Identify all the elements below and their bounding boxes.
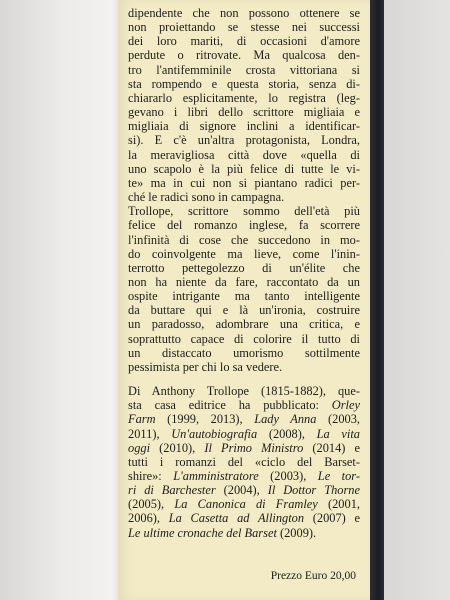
flap-text	[128, 6, 360, 540]
paragraph-2	[128, 204, 360, 374]
text-line: felice del romanzo inglese, fa scorrere	[128, 218, 360, 233]
text-segment: shire»:	[128, 469, 174, 483]
book-title: Lady Anna	[254, 412, 317, 427]
text-segment: (2010),	[150, 440, 205, 455]
text-line	[128, 526, 360, 540]
text-line: terrotto pettegolezzo di un'élite che	[128, 260, 360, 275]
text-line	[128, 511, 360, 525]
text-line	[128, 384, 360, 398]
left-page	[0, 0, 118, 600]
text-line: perdute o ritrovate. Ma qualcosa den-	[128, 48, 360, 63]
paragraph-1	[128, 6, 360, 204]
text-line: si). E c'è un'altra protagonista, Londra,	[128, 133, 360, 148]
text-line: chiararlo esplicitamente, lo registra (leg-	[128, 90, 360, 105]
paragraph-gap	[128, 374, 360, 384]
text-segment: tutti i romanzi del «ciclo del Barset-	[128, 454, 360, 469]
book-title: La Casetta ad Allington	[168, 511, 305, 526]
text-line	[128, 497, 360, 511]
text-segment: (2007) e	[304, 511, 360, 526]
text-segment: (2003,	[316, 412, 360, 427]
book-title: Le ultime cronache del Barset	[128, 525, 277, 540]
text-line: non ha niente da fare, raccontato da un	[128, 274, 360, 289]
text-line: tro l'antifemminile crosta vittoriana si	[128, 62, 360, 77]
text-line: Trollope, scrittore sommo dell'età più	[128, 204, 360, 219]
text-line: gevano i libri dello scrittore migliaia e	[128, 105, 360, 120]
text-segment: 2006),	[128, 511, 169, 526]
text-segment: (2004),	[215, 483, 268, 498]
text-line: la meravigliosa città dove «quella di	[128, 147, 360, 162]
text-segment: (2005),	[128, 497, 175, 512]
book-title: Orley	[331, 398, 360, 413]
price-label: Prezzo Euro 20,00	[270, 570, 356, 582]
text-line: migliaia di signore inclini a identificar-	[128, 119, 360, 134]
paragraph-3	[128, 384, 360, 540]
book-title: Farm	[128, 412, 156, 427]
text-segment: sta casa editrice ha pubblicato:	[128, 398, 332, 413]
text-segment: 2011),	[128, 426, 172, 441]
text-line: da buttare qui e là un'ironia, costruire	[128, 303, 360, 318]
book-title: Le tor-	[317, 469, 361, 483]
text-line	[128, 398, 360, 412]
text-line: sta rompendo e questa storia, senza di-	[128, 76, 360, 91]
text-segment: Di Anthony Trollope (1815-1882), que-	[128, 384, 360, 399]
text-line: dei loro mariti, di occasioni d'amore	[128, 34, 360, 49]
background	[384, 0, 450, 600]
text-line	[128, 427, 360, 441]
text-segment: (2014) e	[303, 440, 361, 455]
text-line: pessimista per chi lo sa vedere.	[128, 359, 283, 374]
book-title: oggi	[128, 440, 151, 455]
text-line: un paradosso, adombrare una critica, e	[128, 317, 360, 332]
text-line	[128, 441, 360, 455]
text-line: do coinvolgente ma lieve, come l'inin-	[128, 246, 360, 261]
book-title: Un'autobiografia	[171, 426, 258, 441]
text-line: un distaccato umorismo sottilmente	[128, 345, 360, 360]
text-line	[128, 412, 360, 426]
text-line	[128, 455, 360, 469]
text-segment: (2001,	[317, 497, 360, 512]
book-title: L'amministratore	[173, 469, 259, 483]
text-line: non proiettando se stesse nei successi	[128, 20, 360, 35]
book-title: Il Dottor Thorne	[267, 483, 360, 498]
text-line: l'infinità di cose che succedono in mo-	[128, 232, 360, 247]
book-title: La Canonica di Framley	[174, 497, 318, 512]
book-title: Il Primo Ministro	[204, 440, 304, 455]
text-segment: (2009).	[276, 525, 317, 540]
text-line: ospite intrigante ma tanto intelligente	[128, 289, 360, 304]
text-line: dipendente che non possono ottenere se	[128, 6, 360, 20]
text-line: ché le radici sono in campagna.	[128, 190, 285, 205]
book-title: La vita	[316, 426, 360, 441]
text-line	[128, 483, 360, 497]
text-segment: (1999, 2013),	[155, 412, 255, 427]
text-line: te» ma in cui non si piantano radici per-	[128, 175, 360, 190]
text-line: uno scapolo è la più felice di tutte le vi-	[128, 161, 360, 176]
text-segment: (2008),	[257, 426, 317, 441]
book-title: ri di Barchester	[128, 483, 216, 498]
text-line: soprattutto capace di colorire il tutto di	[128, 331, 360, 346]
book-cover-edge	[370, 0, 384, 600]
text-line	[128, 469, 360, 483]
text-segment: (2003),	[258, 469, 318, 483]
